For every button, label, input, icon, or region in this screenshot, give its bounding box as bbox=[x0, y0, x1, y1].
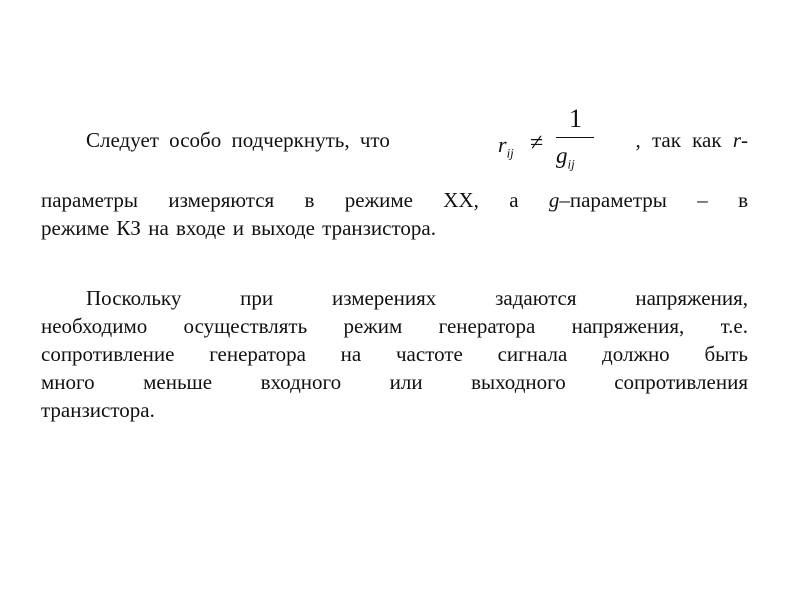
line2-italic-g: g bbox=[548, 188, 560, 212]
line2-before: параметры измеряются в режиме ХХ, а bbox=[41, 188, 549, 212]
tail-after: - bbox=[741, 128, 748, 152]
paragraph-1-tail-text bbox=[635, 126, 748, 154]
paragraph-2-line-1: Поскольку при измерениях задаются напряжения, bbox=[86, 286, 748, 310]
tail-italic-r: r bbox=[732, 128, 741, 152]
paragraph-1-continuation bbox=[41, 186, 748, 242]
line2-after: –параметры – в bbox=[559, 188, 748, 212]
paragraph-2 bbox=[41, 284, 748, 424]
formula-g bbox=[556, 143, 575, 173]
formula-r-not-equal-inverse-g bbox=[498, 104, 613, 180]
paragraph-2-line-3: сопротивление генератора на частоте сигнала должно быть bbox=[41, 342, 748, 366]
formula-g-subscript: ij bbox=[567, 156, 575, 172]
formula-not-equal-sign: ≠ bbox=[530, 130, 544, 156]
formula-g-symbol: g bbox=[556, 143, 568, 168]
paragraph-1-first-line bbox=[86, 126, 748, 154]
paragraph-1-line-2 bbox=[41, 186, 748, 214]
formula-r-symbol: r bbox=[498, 132, 507, 157]
paragraph-2-line-4: много меньше входного или выходного сопротивления bbox=[41, 370, 748, 394]
formula-fraction-bar bbox=[556, 137, 594, 138]
tail-before: , так как bbox=[635, 128, 733, 152]
paragraph-1-lead-text: Следует особо подчеркнуть, что bbox=[86, 128, 390, 152]
formula-r-subscript: ij bbox=[506, 145, 514, 161]
paragraph-2-line-2: необходимо осуществлять режим генератора напряжения, т.е. bbox=[41, 314, 748, 338]
formula-r bbox=[498, 132, 514, 161]
paragraph-2-line-5: транзистора. bbox=[41, 398, 155, 422]
paragraph-1-line-3: режиме КЗ на входе и выходе транзистора. bbox=[41, 216, 436, 240]
formula-numerator: 1 bbox=[569, 104, 582, 133]
